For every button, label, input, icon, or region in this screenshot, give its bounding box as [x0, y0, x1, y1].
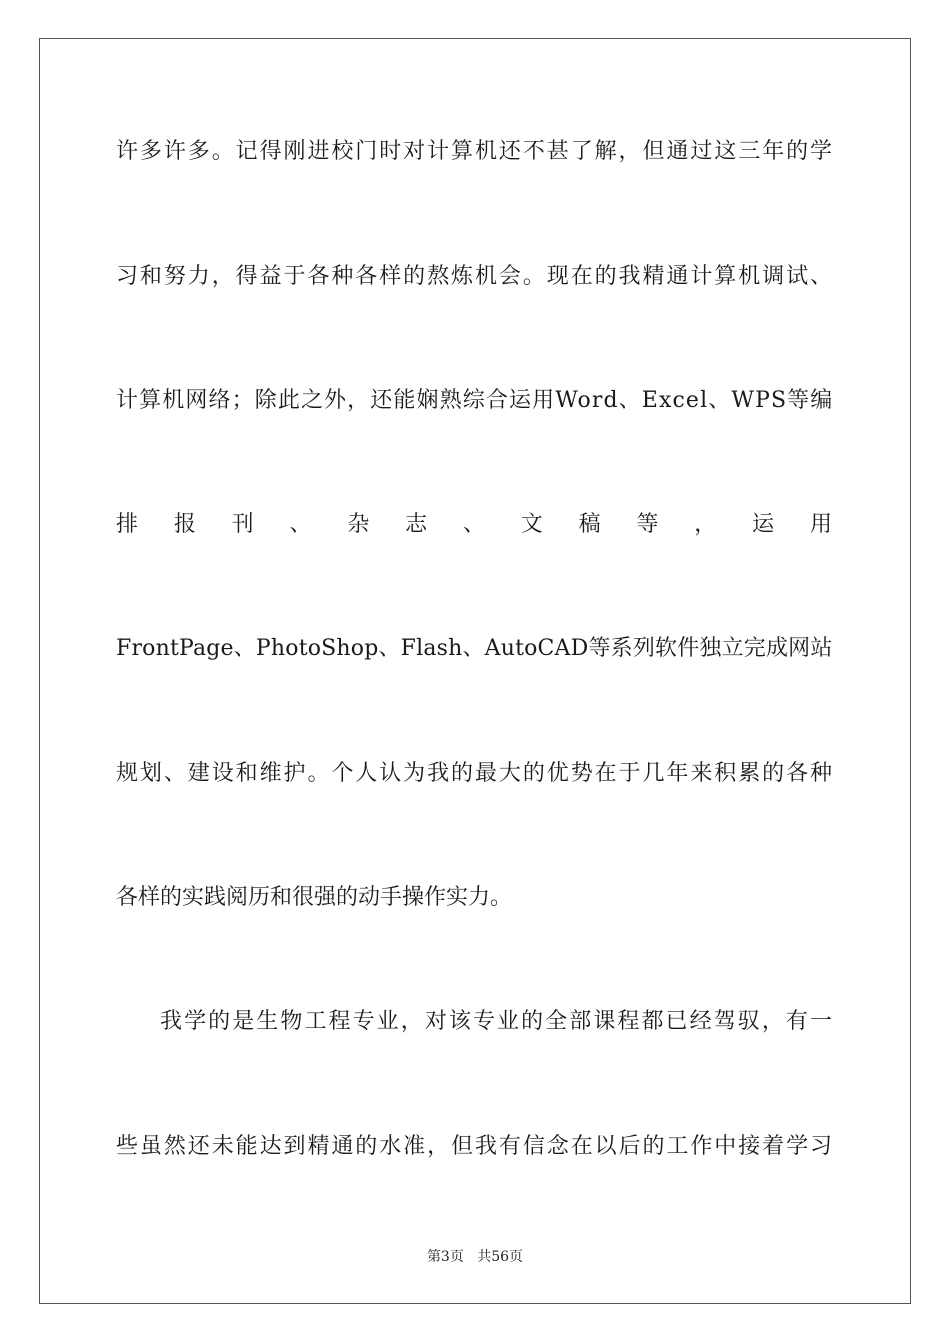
justified-char: 、 — [462, 512, 485, 537]
text-line-8: 我学的是生物工程专业，对该专业的全部课程都已经驾驭，有一 — [160, 1009, 835, 1034]
text-line-9: 些虽然还未能达到精通的水准，但我有信念在以后的工作中接着学习 — [116, 1134, 834, 1159]
page-number: 第3页 — [426, 1249, 464, 1265]
text-line-4-justified — [116, 510, 832, 540]
text-line-6: 规划、建设和维护。个人认为我的最大的优势在于几年来积累的各种 — [116, 761, 834, 786]
justified-char: 稿 — [578, 512, 601, 537]
justified-char: 排 — [116, 512, 139, 537]
justified-char: 运 — [752, 512, 775, 537]
justified-char: 等 — [636, 512, 659, 537]
justified-char: 刊 — [231, 512, 254, 537]
justified-char: ， — [694, 512, 717, 537]
text-line-3: 计算机网络；除此之外，还能娴熟综合运用Word、Excel、WPS等编 — [116, 388, 834, 413]
justified-char: 报 — [173, 512, 196, 537]
text-line-7: 各样的实践阅历和很强的动手操作实力。 — [116, 885, 513, 910]
justified-char: 文 — [520, 512, 543, 537]
justified-char: 、 — [289, 512, 312, 537]
page-footer — [0, 1246, 950, 1266]
text-line-1: 许多许多。记得刚进校门时对计算机还不甚了解，但通过这三年的学 — [116, 139, 834, 164]
justified-char: 志 — [405, 512, 428, 537]
text-line-5: FrontPage、PhotoShop、Flash、AutoCAD等系列软件独立完成网站 — [116, 636, 833, 661]
page-border — [39, 38, 911, 1304]
justified-char: 用 — [809, 512, 832, 537]
page-total: 共56页 — [477, 1249, 524, 1265]
text-line-2: 习和努力，得益于各种各样的熬炼机会。现在的我精通计算机调试、 — [116, 264, 834, 289]
justified-char: 杂 — [347, 512, 370, 537]
